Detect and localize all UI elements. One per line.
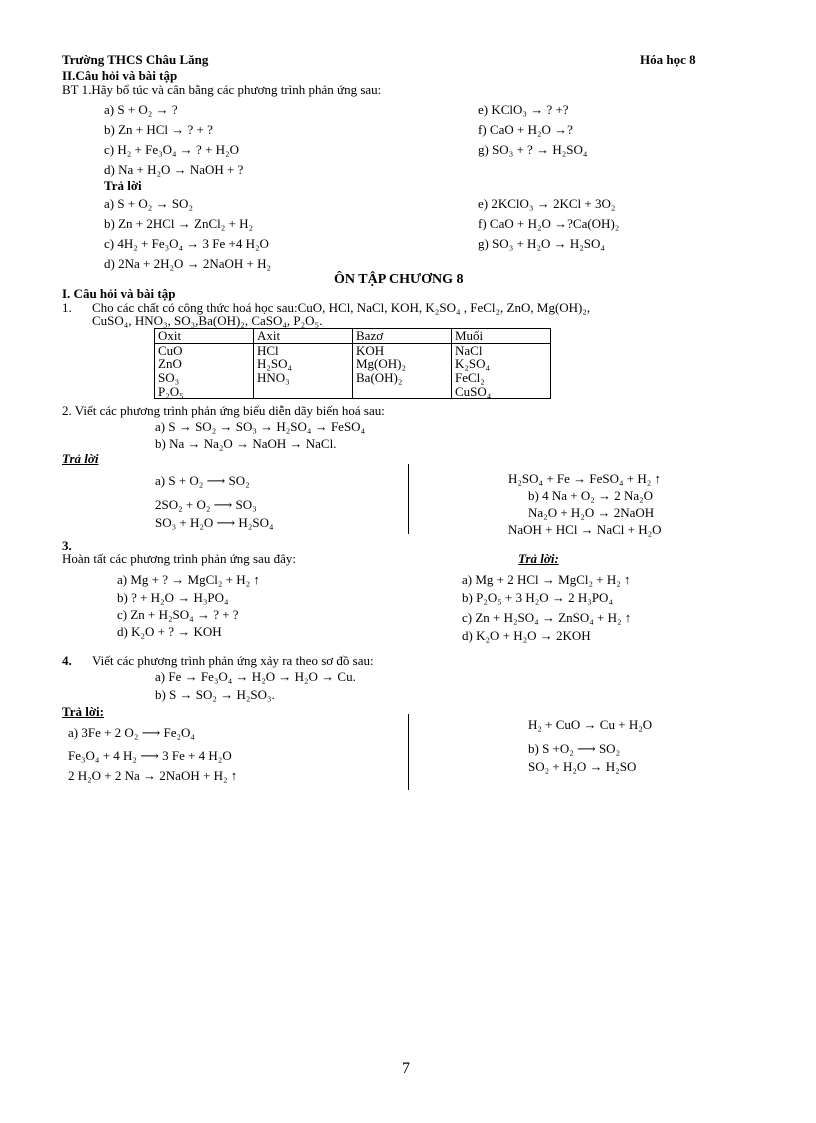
table-cell: Ba(OH)₂ [353, 371, 452, 385]
q4-answer-left-1: a) 3Fe + 2 O₂ ⟶ Fe₂O₄ [68, 725, 195, 740]
q3-item-d: d) K₂O + ? → KOH [117, 624, 222, 639]
answer-label: Trả lời [104, 178, 142, 193]
table-cell: CuO [155, 343, 254, 357]
column-divider [408, 714, 409, 790]
q4-answer-label: Trả lời: [62, 704, 104, 719]
q1-number: 1. [62, 300, 72, 315]
table-header: Muối [452, 329, 551, 344]
q4-answer-right-2: b) S +O₂ ⟶ SO₂ [528, 741, 621, 756]
table-cell: ZnO [155, 357, 254, 371]
q2-answer-right-3: Na₂O + H₂O → 2NaOH [528, 505, 655, 520]
q2-answer-label: Trả lời [62, 451, 99, 466]
table-cell [353, 385, 452, 399]
q1-text-continued: CuSO₄, HNO₃, SO₃,Ba(OH)₂, CaSO₄, P₂O₅. [92, 313, 323, 328]
table-row [155, 385, 551, 399]
q4-answer-left-3: 2 H₂O + 2 Na → 2NaOH + H₂ ↑ [68, 768, 238, 783]
q2-answer-right-4: NaOH + HCl → NaCl + H₂O [508, 522, 662, 537]
q2-prompt: 2. Viết các phương trình phản ứng biểu diễn dãy biến hoá sau: [62, 403, 385, 418]
q3-prompt: Hoàn tất các phương trình phản ứng sau đây: [62, 551, 296, 566]
q3-number: 3. [62, 538, 72, 553]
bt1-answer-e: e) 2KClO₃ → 2KCl + 3O₂ [478, 196, 616, 211]
q2-answer-left-1: a) S + O₂ ⟶ SO₂ [155, 473, 250, 488]
bt1-item-f: f) CaO + H₂O →? [478, 122, 573, 137]
q3-answer-label: Trả lời: [518, 551, 559, 566]
table-cell: NaCl [452, 343, 551, 357]
table-header: Axit [254, 329, 353, 344]
classification-table [154, 328, 551, 399]
table-cell: SO₃ [155, 371, 254, 385]
bt1-item-d: d) Na + H₂O → NaOH + ? [104, 162, 244, 177]
subject-label: Hóa học 8 [640, 52, 696, 67]
page-number: 7 [402, 1060, 410, 1077]
q2-sequence-a: a) S → SO₂ → SO₃ → H₂SO₄ → FeSO₄ [155, 419, 366, 434]
bt1-answer-b: b) Zn + 2HCl → ZnCl₂ + H₂ [104, 216, 254, 231]
q4-prompt: Viết các phương trình phản ứng xảy ra theo sơ đồ sau: [92, 653, 374, 668]
q1-text: Cho các chất có công thức hoá học sau:CuO, HCl, NaCl, KOH, K₂SO₄ , FeCl₂, ZnO, Mg(OH)₂, [92, 300, 591, 315]
table-cell: FeCl₂ [452, 371, 551, 385]
bt1-answer-a: a) S + O₂ → SO₂ [104, 196, 193, 211]
bt1-answer-c: c) 4H₂ + Fe₃O₄ → 3 Fe +4 H₂O [104, 236, 269, 251]
bt1-answer-g: g) SO₃ + H₂O → H₂SO₄ [478, 236, 605, 251]
q4-answer-right-1: H₂ + CuO → Cu + H₂O [528, 717, 653, 732]
table-cell: P₂O₅ [155, 385, 254, 399]
q4-sequence-a: a) Fe → Fe₃O₄ → H₂O → H₂O → Cu. [155, 669, 356, 684]
table-cell: K₂SO₄ [452, 357, 551, 371]
table-cell [254, 385, 353, 399]
chapter-subtitle: I. Câu hỏi và bài tập [62, 286, 176, 301]
section-title: II.Câu hỏi và bài tập [62, 68, 178, 83]
bt1-prompt: BT 1.Hãy bổ túc và cân bằng các phương trình phản ứng sau: [62, 82, 382, 97]
school-name: Trường THCS Châu Lăng [62, 52, 209, 67]
q3-answer-c: c) Zn + H₂SO₄ → ZnSO₄ + H₂ ↑ [462, 610, 632, 625]
chapter-title: ÔN TẬP CHƯƠNG 8 [334, 272, 464, 287]
bt1-answer-f: f) CaO + H₂O →?Ca(OH)₂ [478, 216, 620, 231]
table-cell: H₂SO₄ [254, 357, 353, 371]
bt1-item-g: g) SO₃ + ? → H₂SO₄ [478, 142, 588, 157]
q3-item-a: a) Mg + ? → MgCl₂ + H₂ ↑ [117, 572, 260, 587]
q2-answer-left-3: SO₃ + H₂O ⟶ H₂SO₄ [155, 515, 274, 530]
table-row [155, 343, 551, 357]
q3-item-c: c) Zn + H₂SO₄ → ? + ? [117, 607, 239, 622]
table-cell: Mg(OH)₂ [353, 357, 452, 371]
bt1-item-b: b) Zn + HCl → ? + ? [104, 122, 213, 137]
table-cell: KOH [353, 343, 452, 357]
q4-sequence-b: b) S → SO₂ → H₂SO₃. [155, 687, 275, 702]
q2-answer-left-2: 2SO₂ + O₂ ⟶ SO₃ [155, 497, 257, 512]
q2-sequence-b: b) Na → Na₂O → NaOH → NaCl. [155, 436, 337, 451]
q4-answer-left-2: Fe₃O₄ + 4 H₂ ⟶ 3 Fe + 4 H₂O [68, 748, 232, 763]
q3-answer-d: d) K₂O + H₂O → 2KOH [462, 628, 591, 643]
table-header: Bazơ [353, 329, 452, 344]
table-cell: HNO₃ [254, 371, 353, 385]
table-header-row [155, 329, 551, 344]
table-cell: CuSO₄ [452, 385, 551, 399]
q3-answer-b: b) P₂O₅ + 3 H₂O → 2 H₃PO₄ [462, 590, 613, 605]
bt1-item-a: a) S + O₂ → ? [104, 102, 178, 117]
column-divider [408, 464, 409, 534]
table-header: Oxit [155, 329, 254, 344]
bt1-item-c: c) H₂ + Fe₃O₄ → ? + H₂O [104, 142, 239, 157]
q2-answer-right-1: H₂SO₄ + Fe → FeSO₄ + H₂ ↑ [508, 471, 662, 486]
bt1-answer-d: d) 2Na + 2H₂O → 2NaOH + H₂ [104, 256, 272, 271]
q3-answer-a: a) Mg + 2 HCl → MgCl₂ + H₂ ↑ [462, 572, 631, 587]
bt1-item-e: e) KClO₃ → ? +? [478, 102, 569, 117]
table-row [155, 371, 551, 385]
q4-answer-right-3: SO₂ + H₂O → H₂SO [528, 759, 637, 774]
table-row [155, 357, 551, 371]
q2-answer-right-2: b) 4 Na + O₂ → 2 Na₂O [528, 488, 654, 503]
q4-number: 4. [62, 653, 72, 668]
q3-item-b: b) ? + H₂O → H₃PO₄ [117, 590, 229, 605]
table-cell: HCl [254, 343, 353, 357]
